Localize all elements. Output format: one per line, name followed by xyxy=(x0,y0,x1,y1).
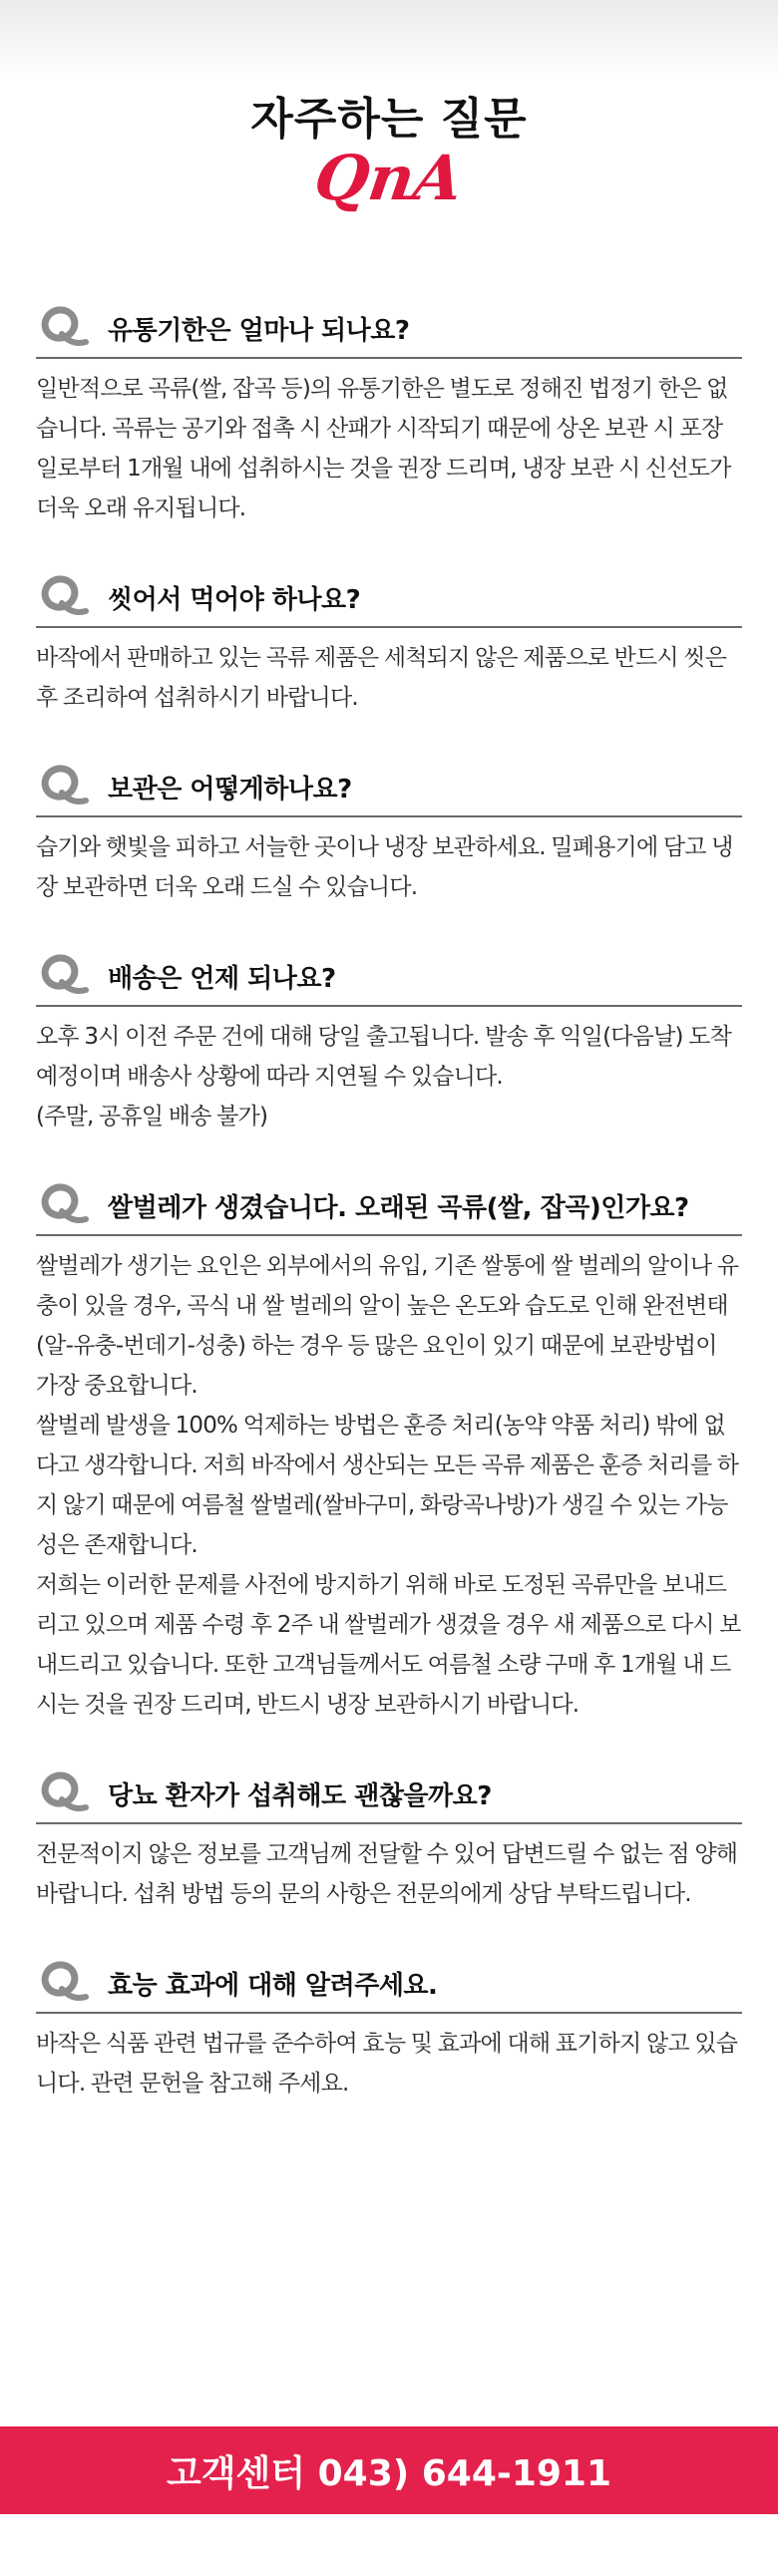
q-letter-icon xyxy=(36,1766,96,1821)
faq-question: 씻어서 먹어야 하나요? xyxy=(108,584,361,615)
page-title: 자주하는 질문 xyxy=(250,94,528,145)
faq-item xyxy=(36,299,742,528)
faq-answer-paragraph: 오후 3시 이전 주문 건에 대해 당일 출고됩니다. 발송 후 익일(다음날) 도착 예정이며 배송사 상황에 따라 지연될 수 있습니다. xyxy=(36,1024,732,1090)
faq-answer xyxy=(36,1236,742,1725)
faq-list xyxy=(36,299,742,2143)
q-letter-icon xyxy=(36,569,96,625)
faq-answer xyxy=(36,628,742,718)
faq-answer-paragraph: 바작에서 판매하고 있는 곡류 제품은 세척되지 않은 제품으로 반드시 씻은 후 조리하여 섭취하시기 바랍니다. xyxy=(36,645,727,711)
faq-item xyxy=(36,947,742,1136)
customer-center-phone: 고객센터 043) 644-1911 xyxy=(166,2452,612,2494)
faq-answer-paragraph: 습기와 햇빛을 피하고 서늘한 곳이나 냉장 보관하세요. 밀폐용기에 담고 냉장 보관하면 더욱 오래 드실 수 있습니다. xyxy=(36,834,733,900)
faq-answer-paragraph: 쌀벌레 발생을 100% 억제하는 방법은 훈증 처리(농약 약품 처리) 밖에 없다고 생각합니다. 저희 바작에서 생산되는 모든 곡류 제품은 훈증 처리를 하지 않기 때문에 여름철 쌀벌레(쌀바구미, 화랑곡나방)가 생길 수 있는 가능성은 존재합니다. xyxy=(36,1413,739,1558)
faq-answer-paragraph: 전문적이지 않은 정보를 고객님께 전달할 수 있어 답변드릴 수 없는 점 양해 바랍니다. 섭취 방법 등의 문의 사항은 전문의에게 상담 부탁드립니다. xyxy=(36,1841,738,1907)
faq-item xyxy=(36,758,742,907)
faq-question-row xyxy=(36,1954,742,2014)
faq-item xyxy=(36,1176,742,1725)
faq-question-row xyxy=(36,299,742,359)
faq-question: 당뇨 환자가 섭취해도 괜찮을까요? xyxy=(108,1780,492,1811)
qna-logo: QnA xyxy=(310,142,468,214)
faq-answer xyxy=(36,1007,742,1136)
top-gradient xyxy=(0,0,778,80)
faq-answer xyxy=(36,359,742,528)
page-header xyxy=(0,92,778,213)
faq-question: 보관은 어떻게하나요? xyxy=(108,774,352,805)
faq-question: 배송은 언제 되나요? xyxy=(108,963,336,994)
faq-question-row xyxy=(36,1176,742,1236)
q-letter-icon xyxy=(36,300,96,356)
faq-answer-paragraph: 쌀벌레가 생기는 요인은 외부에서의 유입, 기존 쌀통에 쌀 벌레의 알이나 유충이 있을 경우, 곡식 내 쌀 벌레의 알이 높은 온도와 습도로 인해 완전변태(알-유충-번데기-성충) 하는 경우 등 많은 요인이 있기 때문에 보관방법이 가장 중요합니다. xyxy=(36,1253,739,1399)
faq-item xyxy=(36,1954,742,2103)
faq-question: 효능 효과에 대해 알려주세요. xyxy=(108,1970,438,2001)
q-letter-icon xyxy=(36,1955,96,2011)
customer-center-bar[interactable] xyxy=(0,2426,778,2514)
faq-answer xyxy=(36,817,742,907)
faq-answer xyxy=(36,2014,742,2103)
faq-question: 쌀벌레가 생겼습니다. 오래된 곡류(쌀, 잡곡)인가요? xyxy=(108,1192,689,1223)
faq-item xyxy=(36,568,742,718)
faq-answer-paragraph: 저희는 이러한 문제를 사전에 방지하기 위해 바로 도정된 곡류만을 보내드리고 있으며 제품 수령 후 2주 내 쌀벌레가 생겼을 경우 새 제품으로 다시 보내드리고 있습니다. 또한 고객님들께서도 여름철 소량 구매 후 1개월 내 드시는 것을 권장 드리며, 반드시 냉장 보관하시기 바랍니다. xyxy=(36,1572,741,1718)
faq-answer xyxy=(36,1824,742,1914)
faq-question-row xyxy=(36,947,742,1007)
faq-question: 유통기한은 얼마나 되나요? xyxy=(108,315,410,346)
faq-answer-paragraph: (주말, 공휴일 배송 불가) xyxy=(36,1104,268,1129)
q-letter-icon xyxy=(36,1177,96,1233)
faq-answer-paragraph: 바작은 식품 관련 법규를 준수하여 효능 및 효과에 대해 표기하지 않고 있습니다. 관련 문헌을 참고해 주세요. xyxy=(36,2031,738,2096)
q-letter-icon xyxy=(36,948,96,1004)
faq-answer-paragraph: 일반적으로 곡류(쌀, 잡곡 등)의 유통기한은 별도로 정해진 법정기 한은 없습니다. 곡류는 공기와 접촉 시 산패가 시작되기 때문에 상온 보관 시 포장일로부터 1개월 내에 섭취하시는 것을 권장 드리며, 냉장 보관 시 신선도가 더욱 오래 유지됩니다. xyxy=(36,376,731,521)
faq-item xyxy=(36,1765,742,1914)
faq-question-row xyxy=(36,758,742,817)
q-letter-icon xyxy=(36,759,96,814)
faq-question-row xyxy=(36,1765,742,1824)
faq-question-row xyxy=(36,568,742,628)
